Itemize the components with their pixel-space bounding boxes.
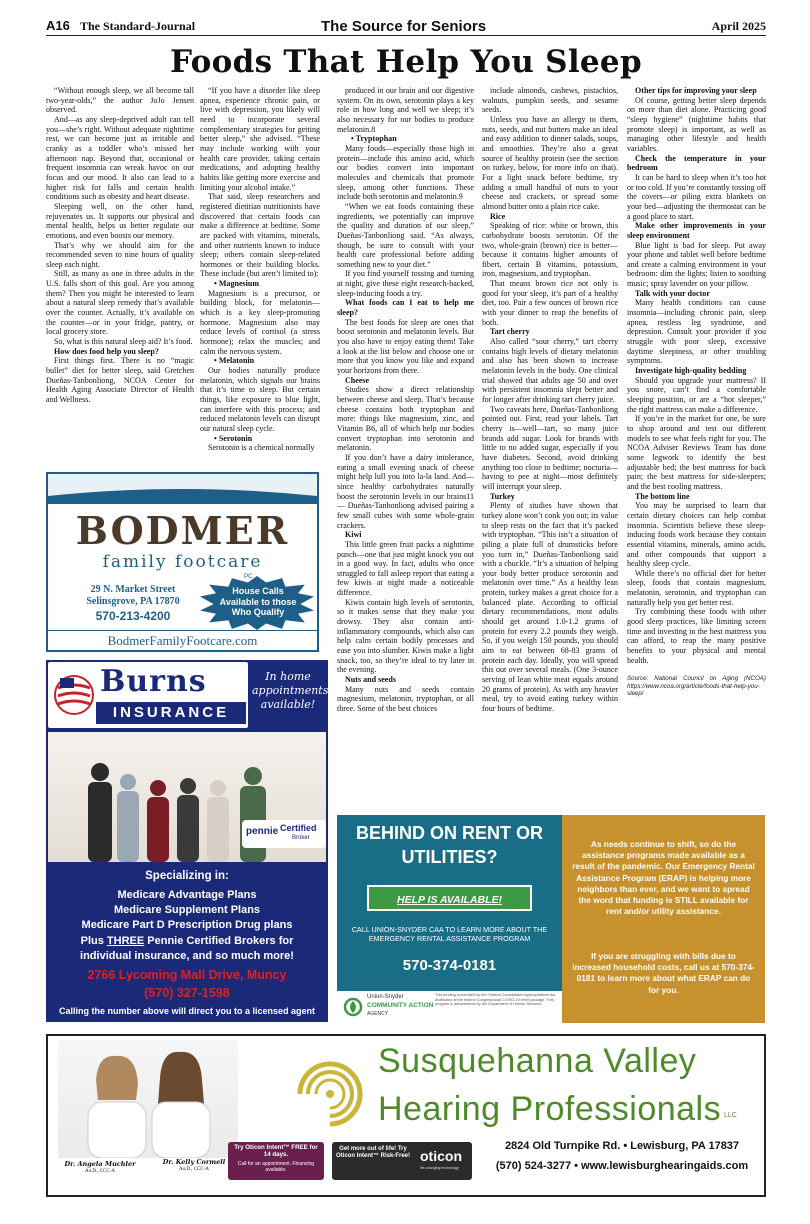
help-available-button: HELP IS AVAILABLE! — [367, 885, 532, 911]
paragraph: Plenty of studies have shown that turkey alone won’t conk you out; its value to sleep rests on the fact that it’s packed with tryptophan. “This isn’t a situation of piling a plate full of drumsticks before you turn in,” Dueñas-Tanbonliong said with a chuckle. “It’s a situation of helping your body better produce serotonin and melatonin over time.” As a healthy lean protein, turkey makes a great choice for a balanced plate. According to official dietary recommendations, most adults should get around 1.0-1.2 grams of protein for every 2.2 pounds they weigh. So, if you weigh 150 pounds, you should aim to eat between 68-83 grams of protein each day. Ideally, you will spread this out over several meals. (One 3-ounce serving of lean white meat equals around 20 grams of protein). As with any heavier meal, try to avoid eating turkey within four hours of bedtime. — [482, 501, 618, 713]
subheading: Make other improvements in your sleep environment — [627, 221, 766, 240]
paragraph: Many health conditions can cause insomnia—including chronic pain, sleep apnea, restless leg syndrome, and depression. Consult your provider if you struggle with poor sleep, excessive daytime sleepiness, or other troubling symptoms. — [627, 298, 766, 366]
rent-headline: BEHIND ON RENT OR UTILITIES? — [355, 823, 543, 867]
bullet-heading: • Tryptophan — [351, 134, 397, 144]
rent-fine-print: This funding is provided by the Federal Consolidated Appropriations Act distributed at the federal Congressional COVID-19 relief package. This program is administered by the Department of Human Services. — [435, 993, 556, 1007]
paragraph: If you find yourself tossing and turning at night, give these eight research-backed, sleep-inducing foods a try. — [337, 269, 474, 298]
article-column-5 — [627, 86, 766, 808]
promo-free-trial-title: Try Oticon Intent™ FREE for 14 days. — [234, 1144, 318, 1159]
erap-info-ad — [562, 815, 765, 1023]
subheading: Tart cherry — [490, 327, 530, 337]
pennie-broker: Broker — [292, 835, 310, 841]
paragraph: This little green fruit packs a nighttime punch—one that just might knock you out in a good way. In fact, adults who once struggled to fall asleep report that eating a few kiwis at night made a noticeable difference. — [337, 539, 474, 598]
paragraph: Try combining these foods with other good sleep practices, like limiting screen time and investing in the best mattress you can afford, to reap the many positive benefits to your physical and mental health. — [627, 607, 766, 665]
rent-phone[interactable]: 570-374-0181 — [402, 957, 497, 974]
paragraph: Our bodies naturally produce melatonin, which signals our brains that it’s time to sleep. But certain things, like exposure to blue light, can interfere with this process; and reduced melatonin levels can disrupt our natural sleep cycle. — [200, 366, 320, 433]
paragraph: If you’re in the market for one, be sure to shop around and test out different models to see what feels right for you. The NCOA Adviser Reviews Team has done some legwork to identify the best adjustable bed; the best mattress for back pain; the best mattress for side-sleepers; and the best cooling mattress. — [627, 414, 766, 491]
paragraph: Two caveats here, Dueñas-Tanbonliong pointed out. First, read your labels. Tart cherry is—well—tart, so many juice brands add sugar. Look for brands with little to no added sugar, especially if you have diabetes. Second, avoid drinking anything too close to bedtime; nocturia—having to pee at night—most definitely will interrupt your sleep. — [482, 404, 618, 491]
doctor-2-name: Dr. Kelly Cormell — [162, 1158, 226, 1166]
paragraph: Kiwis contain high levels of serotonin, so it makes sense that they make you drowsy. They also contain anti-inflammatory compounds, which also can help calm certain bodily processes and ease you into slumber. Kiwis make a light snack, too, so they’re ideal to try later in the evening. — [337, 597, 474, 675]
hearing-contact[interactable]: (570) 524-3277 • www.lewisburghearingaids.com — [495, 1160, 749, 1172]
paragraph: That said, sleep researchers and registered dietitian nutritionists have discovered that certain foods can make a difference at bedtime. Some are packed with vitamins, minerals, and other nutrients known to induce sleep; others contain sleep-related hormones or their building blocks. These include (but aren’t limited to): — [200, 192, 320, 279]
doctor-2-credentials: Au.D., CCC-A — [178, 1167, 209, 1172]
article-column-3 — [337, 86, 474, 808]
subheading: Nuts and seeds — [345, 675, 396, 685]
subheading: Cheese — [345, 375, 370, 385]
article-column-2 — [200, 86, 320, 466]
bullet-heading: • Magnesium — [214, 279, 260, 289]
paragraph: The best foods for sleep are ones that boost serotonin and melatonin levels. But you also have to enjoy eating them! Take a look at the list below and choose one or more that you know you like and expand your horizons from there. — [337, 317, 474, 376]
source-citation: Source: National Council on Aging (NCOA) https://www.ncoa.org/article/foods-that-help-you-sleep/ — [627, 675, 766, 697]
paragraph: Blue light is bad for sleep. Put away your phone and tablet well before bedtime and create a calming environment in your bedroom: dim the lights; listen to soothing music; spray lavender on your pillow. — [627, 240, 766, 289]
article-headline: Foods That Help You Sleep — [170, 44, 642, 80]
flag-circle-icon — [54, 670, 94, 720]
paragraph: Of course, getting better sleep depends on more than diet alone. Practicing good “sleep hygiene” (nighttime habits that promote sleep) is important, as well as managing other lifestyle and health variables. — [627, 95, 766, 153]
doctor-1-name: Dr. Angela Muchler — [64, 1160, 136, 1168]
burns-footer: Calling the number above will direct you to a licensed agent — [58, 1006, 316, 1016]
bodmer-tagline: family footcare — [102, 552, 263, 572]
caa-org-line-3: AGENCY — [367, 1011, 389, 1017]
paragraph: Many nuts and seeds contain magnesium, melatonin, tryptophan, or all three. Some of the best choices — [337, 684, 474, 713]
plus-emphasis: THREE — [106, 935, 145, 947]
plans-list — [46, 888, 328, 933]
section-title: The Source for Seniors — [321, 18, 487, 35]
paragraph: And—as any sleep-deprived adult can tell you—she’s right. Without adequate nighttime rest, we can become just as irritable and cranky as a toddler who’s missed her afternoon nap. Beyond that, occasional or frequent insomnia can wreak havoc on our focus and our mood. It also can lead to a higher risk for falls and certain health conditions such as obesity and heart disease. — [46, 114, 194, 202]
plan-item: Medicare Part D Prescription Drug plans — [81, 919, 293, 931]
burns-name: Burns — [100, 664, 207, 699]
page-header — [46, 18, 766, 36]
rental-assistance-ad — [337, 815, 562, 1023]
paragraph: Unless you have an allergy to them, nuts, seeds, and nut butters make an ideal and easy addition to dinner salads, soups, and smoothies. They’re also a great source of healthy protein (see the section on turkey, below, for more info on that). For a light snack before bedtime, try adding a small handful of nuts to your cheese and crackers, or spread some almond butter onto a plain rice cake. — [482, 114, 618, 211]
bullet-heading: • Serotonin — [214, 433, 253, 443]
oticon-tagline: life-changing technology — [420, 1166, 459, 1170]
paragraph: That means brown rice not only is good for your sleep, it’s part of a healthy diet, too. Pair a few ounces of brown rice with your dinner to reap the benefits of both. — [482, 279, 618, 327]
subheading: The bottom line — [635, 491, 690, 501]
subheading: Check the temperature in your bedroom — [627, 153, 766, 173]
burns-phone[interactable]: (570) 327-1598 — [144, 986, 230, 1000]
hearing-title-line-2: Hearing Professionals — [378, 1090, 722, 1128]
caa-org-line-2: COMMUNITY ACTION — [367, 1002, 434, 1009]
paragraph: “When we eat foods containing these ingredients, we potentially can improve the quality and duration of our sleep,” Dueñas-Tanbonliong said. “As always, though, be sure to consult with your health care professional before adding something new to your diet.” — [337, 201, 474, 269]
bodmer-phone[interactable]: 570-213-4200 — [95, 609, 171, 623]
article-column-4 — [482, 86, 618, 808]
bullet-heading: • Melatonin — [214, 356, 255, 366]
paragraph: You may be surprised to learn that certain dietary choices can help combat insomnia. Scientists believe these sleep-inducing foods work because they contain essential vitamins, minerals, amino acids, and other compounds that support a healthy sleep cycle. — [627, 501, 766, 569]
bodmer-address-1: 29 N. Market Street — [90, 584, 176, 595]
paragraph: Sleeping well, on the other hand, rejuvenates us. It supports our physical and mental health, helps us better regulate our emotions, and even boosts our memory. — [46, 201, 194, 240]
bodmer-website[interactable]: BodmerFamilyFootcare.com — [48, 630, 317, 650]
paragraph: Many foods—especially those high in protein—include this amino acid, which our bodies convert into important molecules and chemicals that promote sleep, among other functions. These include both serotonin and melatonin.9 — [337, 143, 474, 202]
promo-risk-free-text: Get more out of life! Try Oticon Intent™ Risk-Free! — [335, 1146, 410, 1160]
burns-insurance-label: INSURANCE — [112, 704, 230, 721]
doctor-figures — [58, 1040, 238, 1158]
subheading: How does food help you sleep? — [54, 346, 159, 356]
paragraph: Serotonin is a chemical normally — [208, 443, 315, 453]
paragraph: While there’s no official diet for better sleep, foods that contain magnesium, melatonin, serotonin, and tryptophan can naturally help you get better rest. — [627, 568, 766, 607]
hearing-title-line-1: Susquehanna Valley — [378, 1042, 697, 1080]
bodmer-address-2: Selinsgrove, PA 17870 — [86, 596, 180, 607]
doctor-1-credentials: Au.D., CCC-A — [84, 1169, 115, 1174]
burns-address: 2766 Lycoming Mall Drive, Muncy — [87, 968, 287, 982]
paragraph: First things first. There is no “magic bullet” diet for better sleep, said Gretchen Dueñas-Tanbonliong, NCOA Center for Health Aging Associate Director of Health and Wellness. — [46, 356, 194, 404]
subheading: Talk with your doctor — [635, 288, 710, 298]
plan-item: Medicare Supplement Plans — [113, 904, 261, 916]
article-column-1 — [46, 86, 194, 466]
paragraph: If you don’t have a dairy intolerance, eating a small evening snack of cheese might help lull you into la-la land. And—since healthy carbohydrates naturally boost the serotonin levels in our brains11— Dueñas-Tanbonliong advised pairing a few small cubes with some whole-grain crackers. — [337, 452, 474, 530]
paragraph: That’s why we should aim for the recommended seven to nine hours of quality sleep each night. — [46, 240, 194, 269]
bodmer-pc: PC — [244, 574, 253, 580]
subheading: Rice — [490, 211, 506, 221]
plus-rest: Pennie Certified Brokers for individual insurance, and so much more! — [80, 935, 294, 962]
burns-insurance-ad — [46, 660, 328, 1022]
appointments-note: In home appointments available! — [252, 670, 328, 711]
erap-paragraph-2: If you are struggling with bills due to increased household costs, call us at 570-374-0181 to learn more about what ERAP can do for you. — [572, 951, 755, 995]
subheading: Turkey — [490, 491, 515, 501]
hearing-professionals-ad — [46, 1034, 766, 1197]
paragraph: Still, as many as one in three adults in the U.S. falls short of this goal. Are you among them? Then you might be interested to learn about a natural sleep remedy that’s available over the counter. Actually, it’s available on the counter—or in your fridge, pantry, or local grocery store. — [46, 269, 194, 337]
plus-brokers-note — [54, 934, 320, 964]
page-number: A16 — [46, 18, 70, 33]
banner-stripe — [48, 474, 317, 504]
ear-swirl-icon — [280, 1044, 370, 1144]
paragraph: “Without enough sleep, we all become tall two-year-olds,” the author JoJo Jensen observed. — [46, 86, 194, 115]
caa-org-line-1: Union-Snyder — [367, 994, 404, 1000]
pennie-brand: pennie — [246, 826, 279, 837]
subheading: Other tips for improving your sleep — [635, 86, 757, 95]
plus-prefix: Plus — [80, 935, 104, 947]
paragraph: Speaking of rice: white or brown, this carbohydrate boosts serotonin. Of the two, whole-grain (brown) rice is better—because it contains higher amounts of fibert, certain B vitamins, potassium, iron, magnesium, and tryptophan. — [482, 221, 618, 279]
house-calls-text: House Calls Available to those Who Qualify — [219, 586, 297, 617]
paragraph: Magnesium is a precursor, or building block, for melatonin—which is a key sleep-promoting hormone. Magnesium also may reduce levels of cortisol (a stress hormone); relax the muscles; and calm the nervous system. — [200, 288, 320, 356]
publication-name: The Standard-Journal — [80, 19, 196, 33]
caa-leaf-icon — [343, 997, 363, 1017]
bodmer-footcare-ad — [46, 472, 319, 652]
paragraph: Should you upgrade your mattress? If you snore, can’t find a comfortable sleeping position, or are a “hot sleeper,” the right mattress can make a difference. — [627, 375, 766, 414]
subheading: Kiwi — [345, 530, 362, 540]
pennie-certified: Certified — [280, 823, 317, 833]
issue-date: April 2025 — [711, 19, 766, 33]
hearing-llc: LLC — [724, 1112, 737, 1119]
hearing-address: 2824 Old Turnpike Rd. • Lewisburg, PA 17837 — [504, 1140, 740, 1152]
paragraph: It can be hard to sleep when it’s too hot or too cold. If you’re constantly tossing off the covers—or piling extra blankets on your bed—adjusting the thermostat can be a good place to start. — [627, 172, 766, 221]
promo-free-trial-sub: Call for an appointment. Financing available. — [237, 1161, 315, 1173]
paragraph: “If you have a disorder like sleep apnea, experience chronic pain, or live with depression, you likely will need to incorporate several complementary strategies for getting better sleep,” she advised. “These may include working with your health care provider, taking certain medications, and adopting healthy habits like getting more exercise and limiting your alcohol intake.” — [200, 86, 320, 192]
bodmer-logo-name: BODMER — [75, 508, 290, 553]
paragraph: produced in our brain and our digestive system. On its own, serotonin plays a key role in how long and well we sleep; it’s also necessary for our bodies to produce melatonin.8 — [337, 86, 474, 134]
oticon-logo: oticon — [420, 1148, 462, 1164]
erap-paragraph-1: As needs continue to shift, so do the assistance programs made available as a result of the pandemic. Our Emergency Rental Assistance Program (ERAP) is helping more neighbors than ever, and we want to spread the word that funding is STILL available for rent and/or utility assistance. — [572, 839, 755, 917]
specializing-heading: Specializing in: — [145, 870, 229, 882]
doctors-photo — [58, 1040, 238, 1158]
paragraph: Studies show a direct relationship between cheese and sleep. That’s because cheese contains both tryptophan and more: things like magnesium, zinc, and Vitamin B6, all of which help our bodies convert tryptophan into serotonin and melatonin. — [337, 385, 474, 453]
subheading: Investigate high-quality bedding — [635, 366, 747, 376]
plan-item: Medicare Advantage Plans — [117, 889, 257, 901]
paragraph: Also called “sour cherry,” tart cherry contains high levels of dietary melatonin and also has been shown to increase melatonin levels in the body. One clinical trial showed that adults age 50 and over with persistent insomnia slept better and for longer after drinking tart cherry juice. — [482, 337, 618, 404]
paragraph: include almonds, cashews, pistachios, walnuts, pumpkin seeds, and sesame seeds. — [482, 86, 618, 115]
subheading: What foods can I eat to help me sleep? — [337, 298, 474, 318]
paragraph: So, what is this natural sleep aid? It’s food. — [54, 337, 193, 347]
rent-call-text: CALL UNION-SNYDER CAA TO LEARN MORE ABOUT THE EMERGENCY RENTAL ASSISTANCE PROGRAM — [351, 925, 548, 943]
